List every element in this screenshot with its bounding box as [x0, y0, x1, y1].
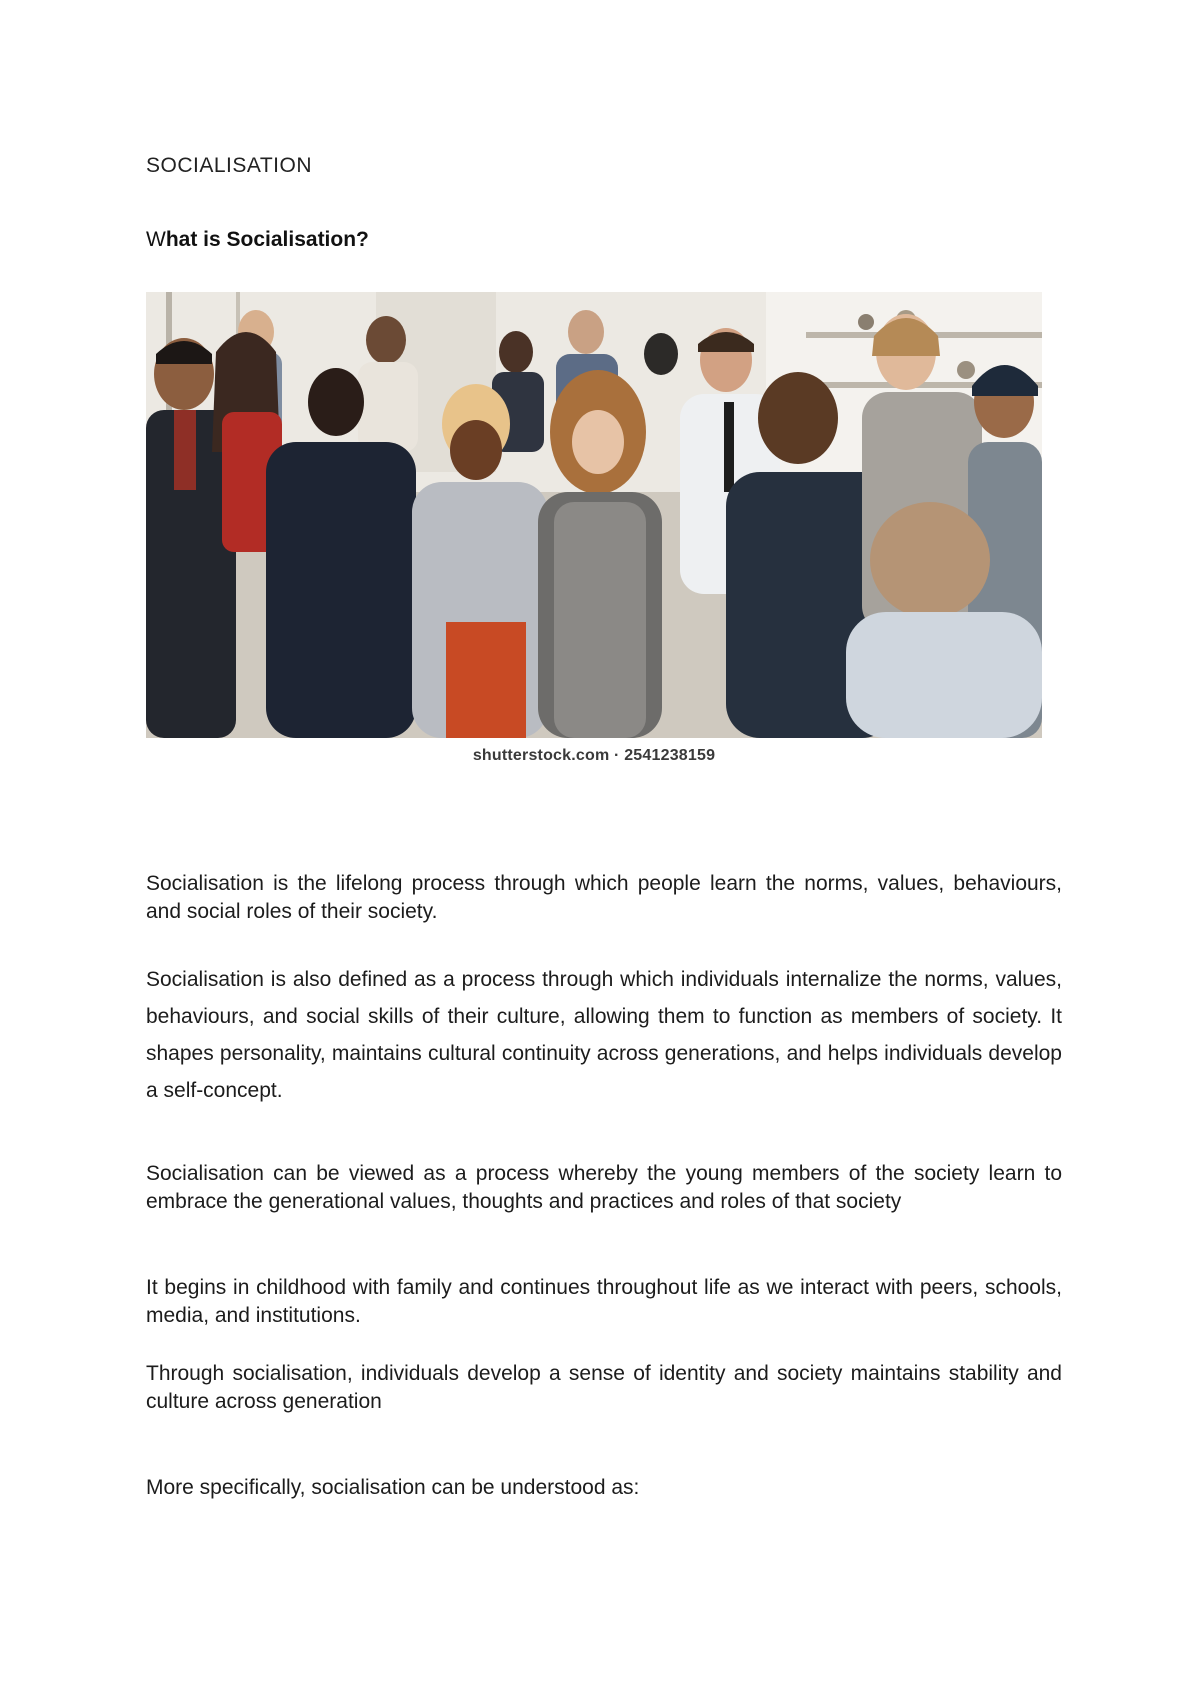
paragraph-4: It begins in childhood with family and continues throughout life as we interact with peers, schools, media, and institutions. — [146, 1276, 1062, 1327]
document-title: SOCIALISATION — [146, 154, 312, 177]
heading-prefix: W — [146, 228, 166, 251]
paragraph-3: Socialisation can be viewed as a process whereby the young members of the society learn to embrace the generational values, thoughts and practices and roles of that society — [146, 1162, 1062, 1213]
paragraph-2: Socialisation is also defined as a process through which individuals internalize the norms, values, behaviours, and social skills of their culture, allowing them to function as members of society. It shapes personality, maintains cultural continuity across generations, and helps individuals develop a self-concept. — [146, 968, 1062, 1102]
section-heading — [146, 228, 369, 252]
paragraph-6: More specifically, socialisation can be understood as: — [146, 1476, 640, 1499]
socialising-crowd-photo — [146, 292, 1042, 738]
heading-bold-text: hat is Socialisation? — [165, 228, 369, 251]
image-caption: shutterstock.com · 2541238159 — [472, 747, 716, 764]
paragraph-5: Through socialisation, individuals develop a sense of identity and society maintains stability and culture across generation — [146, 1362, 1062, 1413]
photo-illustration — [146, 292, 1042, 738]
paragraph-1: Socialisation is the lifelong process through which people learn the norms, values, behaviours, and social roles of their society. — [146, 872, 1062, 923]
